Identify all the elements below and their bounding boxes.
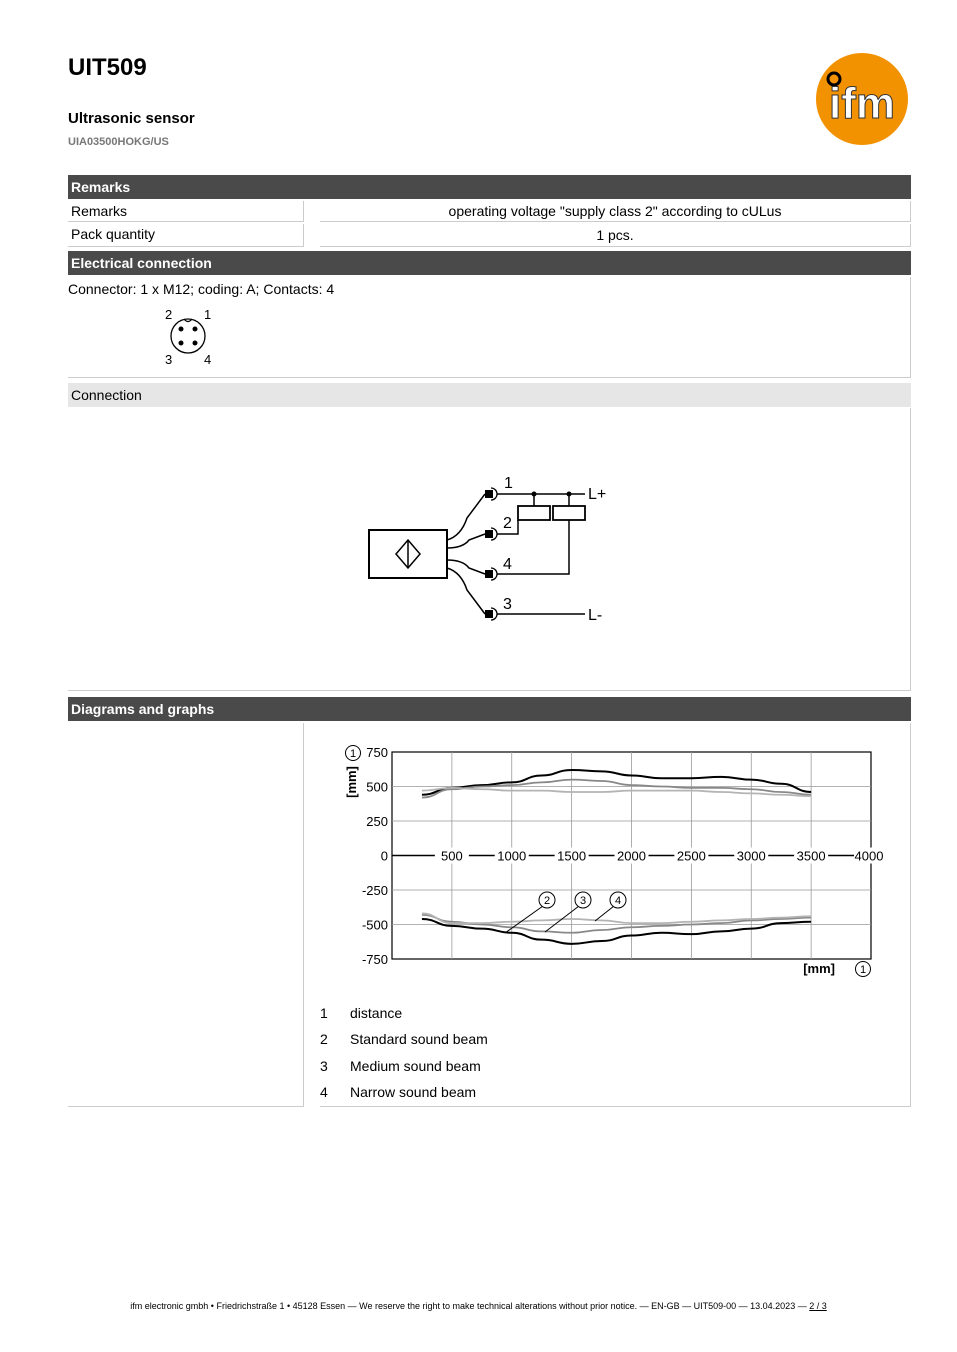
electrical-panel [68,277,911,378]
x-tick-label: 3000 [736,848,766,864]
pin-label: 1 [204,307,212,322]
product-subtitle: Ultrasonic sensor [68,110,195,127]
wiring-diagram [363,470,623,630]
callout-label: 4 [614,895,622,907]
y-axis-label: [mm] [344,766,359,798]
y-tick-label: 750 [366,745,388,760]
page-title: UIT509 [68,54,147,81]
m12-connector-pinout [156,305,216,367]
pin-label: 4 [204,352,212,367]
pin-label: 3 [503,596,512,613]
legend-text: Narrow sound beam [350,1084,477,1100]
y-tick-label: -250 [361,883,388,898]
y-tick-label: 250 [366,814,388,829]
y-tick-label: -750 [361,952,388,967]
legend-number: 3 [320,1058,328,1074]
pin-label: 3 [165,352,173,367]
remarks-value: operating voltage "supply class 2" according to cULus [320,201,911,222]
remarks-label: Remarks [68,201,304,222]
callout-label: 2 [543,895,551,907]
page-number: 2 / 3 [809,1301,827,1311]
pack-quantity-label: Pack quantity [68,224,304,247]
x-tick-label: 3500 [796,848,826,864]
legend-text: Standard sound beam [350,1031,488,1047]
pin-label: 2 [503,515,512,532]
y-tick-label: 500 [366,779,388,795]
y-tick-label: -500 [361,917,388,933]
l-minus-label: L- [588,607,603,624]
pin-label: 2 [165,307,173,322]
l-plus-label: L+ [588,486,607,503]
legend-number: 1 [320,1005,328,1021]
x-axis-label: [mm] [803,961,835,976]
legend-number: 4 [320,1084,328,1100]
pin-label: 4 [503,556,512,573]
legend-text: distance [350,1005,403,1021]
electrical-section-header: Electrical connection [68,251,911,275]
x-tick-label: 2500 [676,848,706,864]
x-tick-label: 1500 [557,848,587,864]
x-tick-label: 1000 [497,848,527,864]
diagrams-section-header: Diagrams and graphs [68,697,911,721]
beam-chart [330,735,900,985]
remarks-section-header: Remarks [68,175,911,199]
pack-quantity-value: 1 pcs. [320,224,911,247]
x-tick-label: 2000 [617,848,646,864]
article-number: UIA03500HOKG/US [68,136,169,148]
legend-text: Medium sound beam [350,1058,481,1074]
connector-text: Connector: 1 x M12; coding: A; Contacts: 4 [68,281,335,297]
connection-header: Connection [68,383,911,407]
logo-wordmark: ifm [829,79,895,128]
ifm-logo [815,52,909,146]
y-tick-label: 0 [380,848,388,864]
pin-label: 1 [504,475,513,492]
page-footer [0,1301,957,1311]
callout-label: 3 [579,895,587,907]
legend-number: 2 [320,1031,328,1047]
y-axis-marker: 1 [349,748,357,760]
connection-panel [68,408,911,691]
x-axis-marker: 1 [859,964,867,976]
x-tick-label: 500 [441,848,463,864]
x-tick-label: 4000 [854,848,884,864]
footer-text: ifm electronic gmbh • Friedrichstraße 1 • 45128 Essen — We reserve the right to make technical alterations without prior notice. — EN-GB — UIT509-00 — 13.04.2023 — [130,1301,807,1311]
diagrams-left-cell [68,723,304,1107]
